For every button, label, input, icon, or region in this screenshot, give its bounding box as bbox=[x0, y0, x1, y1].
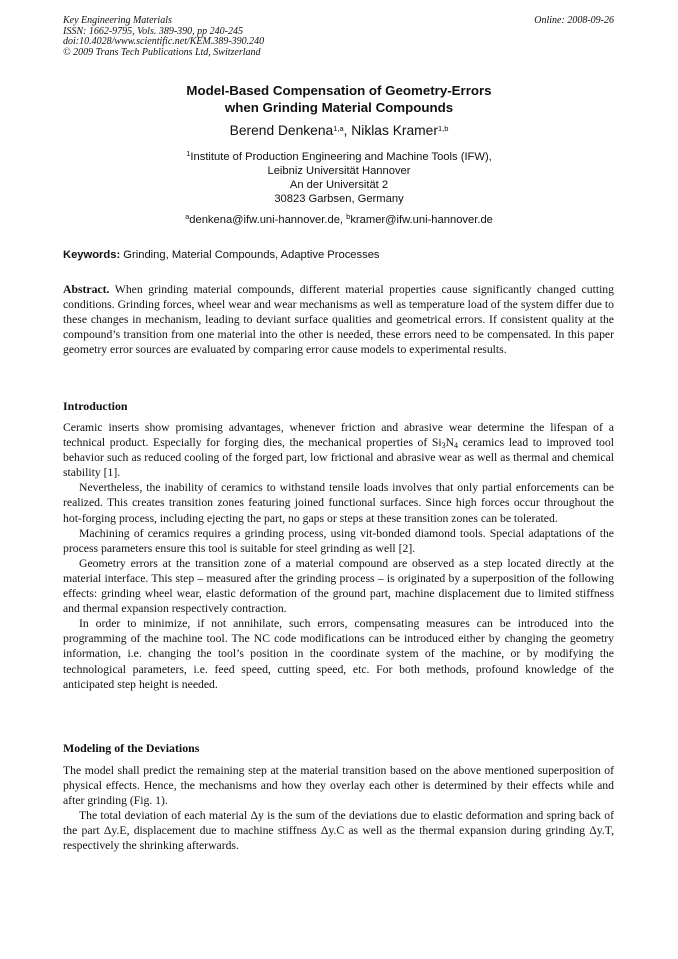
intro-paragraph-3: Machining of ceramics requires a grinding process, using vit-bonded diamond tools. Special adaptations of the process parameters ensure this tool is suitable for steel grinding as well [2]. bbox=[63, 526, 614, 555]
issn-line: ISSN: 1662-9795, Vols. 389-390, pp 240-245 bbox=[63, 25, 243, 37]
introduction-heading: Introduction bbox=[63, 399, 128, 413]
copyright-line: © 2009 Trans Tech Publications Ltd, Switzerland bbox=[63, 46, 261, 58]
email-kramer: kramer@ifw.uni-hannover.de bbox=[350, 214, 493, 226]
abstract-text: When grinding material compounds, different material properties cause significantly changed cutting conditions. Grinding forces, wheel wear and wear mechanisms as well as temperature load of the system differ due to these changes in mechanism, leading to deviant surface qualities and geometrical errors. If consistent quality at the compound’s transition from one material into the other is needed, these errors need to be compensated. In this paper geometry error sources are evaluated by comparing error cause models to experimental results. bbox=[63, 283, 614, 357]
doi-line: doi:10.4028/www.scientific.net/KEM.389-390.240 bbox=[63, 36, 265, 48]
intro-paragraph-4: Geometry errors at the transition zone of a material compound are observed as a step located directly at the material interface. This step – measured after the grinding process – is originated by a superposition of the following effects: grinding wheel wear, elastic deformation of the ground part, machine displacement due to limited stiffness and thermal expansion respectively contraction. bbox=[63, 556, 614, 616]
intro-paragraph-2: Nevertheless, the inability of ceramics to withstand tensile loads involves that only partial enforcements can be realized. This creates transition zones featuring joined functional surfaces. Since high forces occur throughout the hot-forging process, including ejecting the part, no gaps or steps at these transition zones can be tolerated. bbox=[63, 481, 614, 525]
author-2: Niklas Kramer bbox=[351, 123, 438, 138]
title-line-1: Model-Based Compensation of Geometry-Errors bbox=[186, 83, 492, 98]
online-date: Online: 2008-09-26 bbox=[534, 15, 614, 26]
email-mark-a: a bbox=[185, 212, 190, 221]
modeling-paragraph-1: The model shall predict the remaining step at the material transition based on the above mentioned superposition of physical effects. Hence, the mechanisms and how they overlay each other is determined by their effects while and after grinding (Fig. 1). bbox=[63, 764, 614, 808]
abstract-label: Abstract. bbox=[63, 283, 110, 296]
title-line-2: when Grinding Material Compounds bbox=[224, 100, 454, 115]
modeling-paragraph-2: The total deviation of each material Δy is the sum of the deviations due to elastic deformation and spring back of the part Δy.E, displacement due to machine stiffness Δy.C as well as the thermal expansion during grinding Δy.T, respectively the shrinking afterwards. bbox=[63, 809, 614, 853]
keywords bbox=[63, 249, 615, 261]
modeling-heading: Modeling of the Deviations bbox=[63, 741, 200, 755]
affiliation-line-1: Institute of Production Engineering and Machine Tools (IFW), bbox=[190, 151, 492, 163]
intro-paragraph-1: Ceramic inserts show promising advantages, whenever friction and abrasive wear determine the lifespan of a technical product. Especially for forging dies, the mechanical properties of $Si_3N_4$ ceramics lead to improved tool behavior such as reduced cooling of the forged part, low frictional and abrasive wear as well as thermal and chemical stability [1]. bbox=[63, 421, 614, 480]
keywords-label: Keywords: bbox=[63, 249, 121, 261]
journal-header bbox=[63, 16, 264, 58]
abstract bbox=[63, 282, 614, 357]
affiliation-line-3: An der Universität 2 bbox=[289, 179, 389, 191]
affiliation-line-4: 30823 Garbsen, Germany bbox=[274, 193, 404, 205]
journal-name: Key Engineering Materials bbox=[63, 15, 172, 26]
introduction-body bbox=[63, 420, 614, 692]
modeling-body bbox=[63, 763, 614, 854]
affiliation-mark: 1 bbox=[186, 149, 191, 158]
author-emails bbox=[63, 214, 615, 226]
email-denkena: denkena@ifw.uni-hannover.de, bbox=[189, 214, 347, 226]
affiliation-line-2: Leibniz Universität Hannover bbox=[267, 165, 411, 177]
keywords-text: Grinding, Material Compounds, Adaptive Processes bbox=[120, 249, 380, 261]
email-mark-b: b bbox=[346, 212, 351, 221]
paper-title bbox=[63, 82, 615, 116]
author-1: Berend Denkena bbox=[229, 123, 334, 138]
affiliation bbox=[63, 150, 615, 206]
intro-paragraph-5: In order to minimize, if not annihilate, such errors, compensating measures can be introduced into the programming of the machine tool. The NC code modifications can be introduced either by changing the geometry information, i.e. changing the tool’s position in the coordinate system of the machine, or by modifying the technological parameters, i.e. feed speed, cutting speed, etc. For both methods, profound knowledge of the anticipated step height is needed. bbox=[63, 617, 614, 691]
author-1-affiliation-mark: 1,a bbox=[333, 124, 344, 133]
author-list bbox=[63, 123, 615, 138]
author-2-affiliation-mark: 1,b bbox=[437, 124, 449, 133]
author-separator: , bbox=[343, 123, 352, 138]
